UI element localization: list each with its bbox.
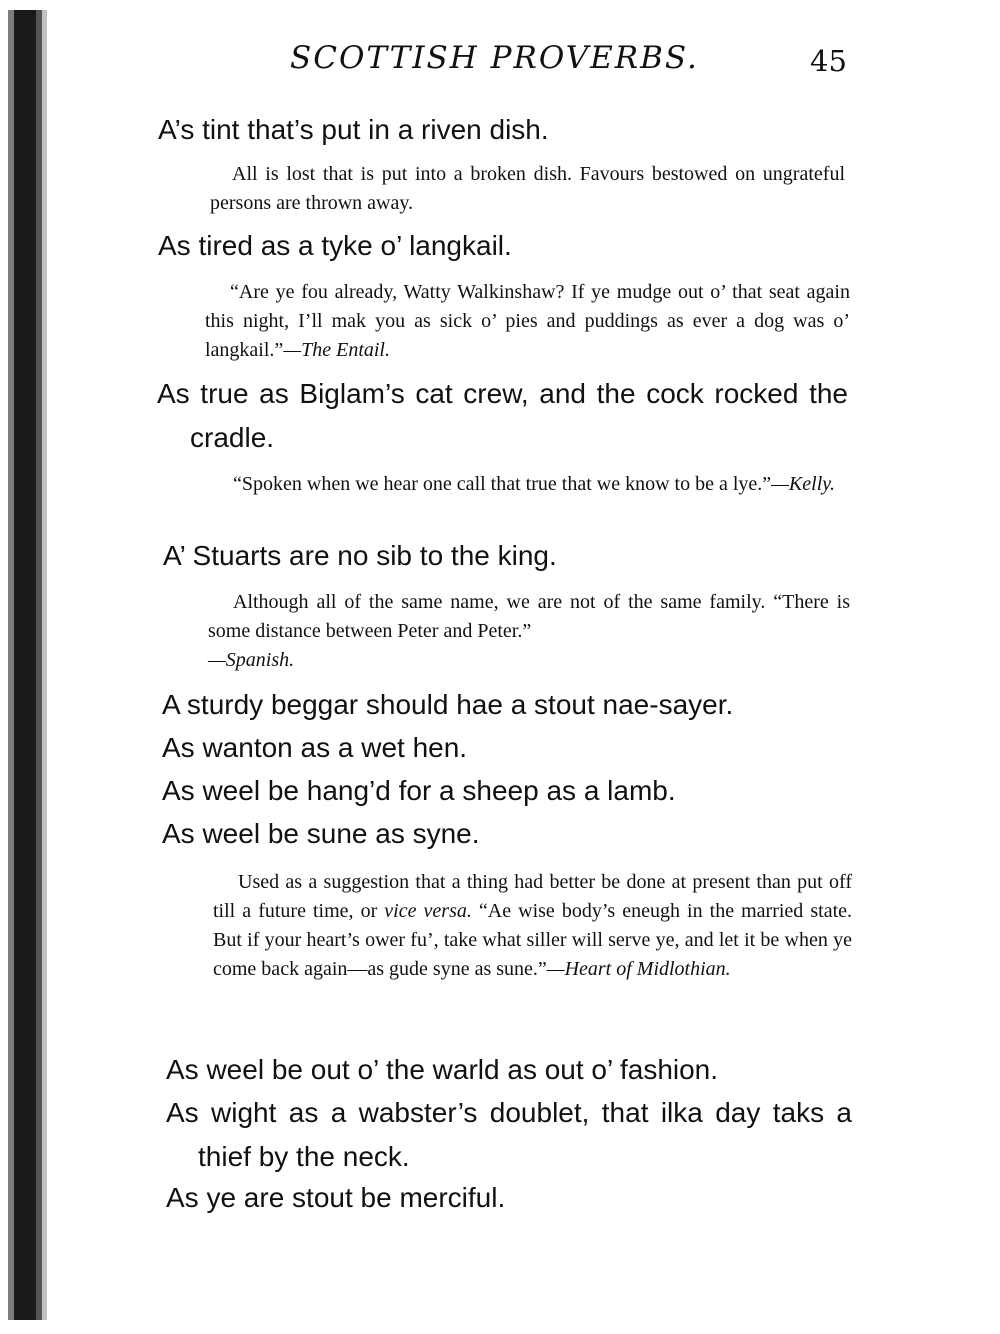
proverb-text: As ye are stout be merciful.: [166, 1182, 506, 1213]
proverb-text: A sturdy beggar should hae a stout nae-sayer.: [162, 689, 734, 720]
proverb-entry: [0, 1048, 1000, 1092]
proverb-source: —Spanish.: [208, 649, 295, 671]
proverb-entry: [0, 108, 1000, 218]
proverb-text: As wight as a wabster’s doublet, that ilka day taks a thief by the neck.: [166, 1097, 852, 1172]
proverb-note: “Ae wise body’s eneugh in the married state. But if your heart’s ower fu’, take what siller will serve ye, and let it be when ye come back again—as gude syne as sune.”: [213, 900, 852, 980]
proverb-note: “Spoken when we hear one call that true that we know to be a lye.”: [233, 473, 772, 495]
page-number: 45: [810, 44, 847, 78]
proverb-text: As wanton as a wet hen.: [162, 732, 468, 763]
proverb-note: Used as a suggestion that a thing had better be done at present than put off till a future time, or: [213, 871, 852, 922]
proverb-entry: [0, 224, 1000, 365]
proverb-entry: [0, 769, 1000, 813]
proverb-source: —Heart of Midlothian.: [546, 958, 731, 980]
proverb-note: “Are ye fou already, Watty Walkinshaw? If ye mudge out o’ that seat again this night, I’ll mak you as sick o’ pies and puddings as ever a dog was o’ langkail.”: [205, 281, 850, 361]
proverb-text: As weel be out o’ the warld as out o’ fashion.: [166, 1054, 719, 1085]
proverb-note: Although all of the same name, we are not of the same family. “There is some distance between Peter and Peter.”: [208, 591, 850, 642]
running-header-title: SCOTTISH PROVERBS.: [290, 40, 699, 76]
proverb-source: —The Entail.: [283, 339, 390, 361]
proverb-source: —Kelly.: [771, 473, 836, 495]
proverb-text: A’s tint that’s put in a riven dish.: [158, 114, 549, 145]
proverb-entry: [0, 726, 1000, 770]
proverb-entry: [0, 372, 1000, 499]
proverb-note: All is lost that is put into a broken dish. Favours bestowed on ungrateful persons are thrown away.: [210, 163, 845, 214]
proverb-text: As true as Biglam’s cat crew, and the cock rocked the cradle.: [157, 378, 848, 453]
proverb-note-italic: vice versa.: [384, 900, 472, 922]
proverb-entry: [0, 1176, 1000, 1220]
proverb-entry: [0, 812, 1000, 984]
proverb-text: A’ Stuarts are no sib to the king.: [163, 540, 557, 571]
proverb-text: As tired as a tyke o’ langkail.: [158, 230, 512, 261]
proverb-text: As weel be hang’d for a sheep as a lamb.: [162, 775, 676, 806]
proverb-entry: [0, 1091, 1000, 1179]
proverb-entry: [0, 534, 1000, 675]
proverb-text: As weel be sune as syne.: [162, 818, 480, 849]
proverb-entry: [0, 683, 1000, 727]
